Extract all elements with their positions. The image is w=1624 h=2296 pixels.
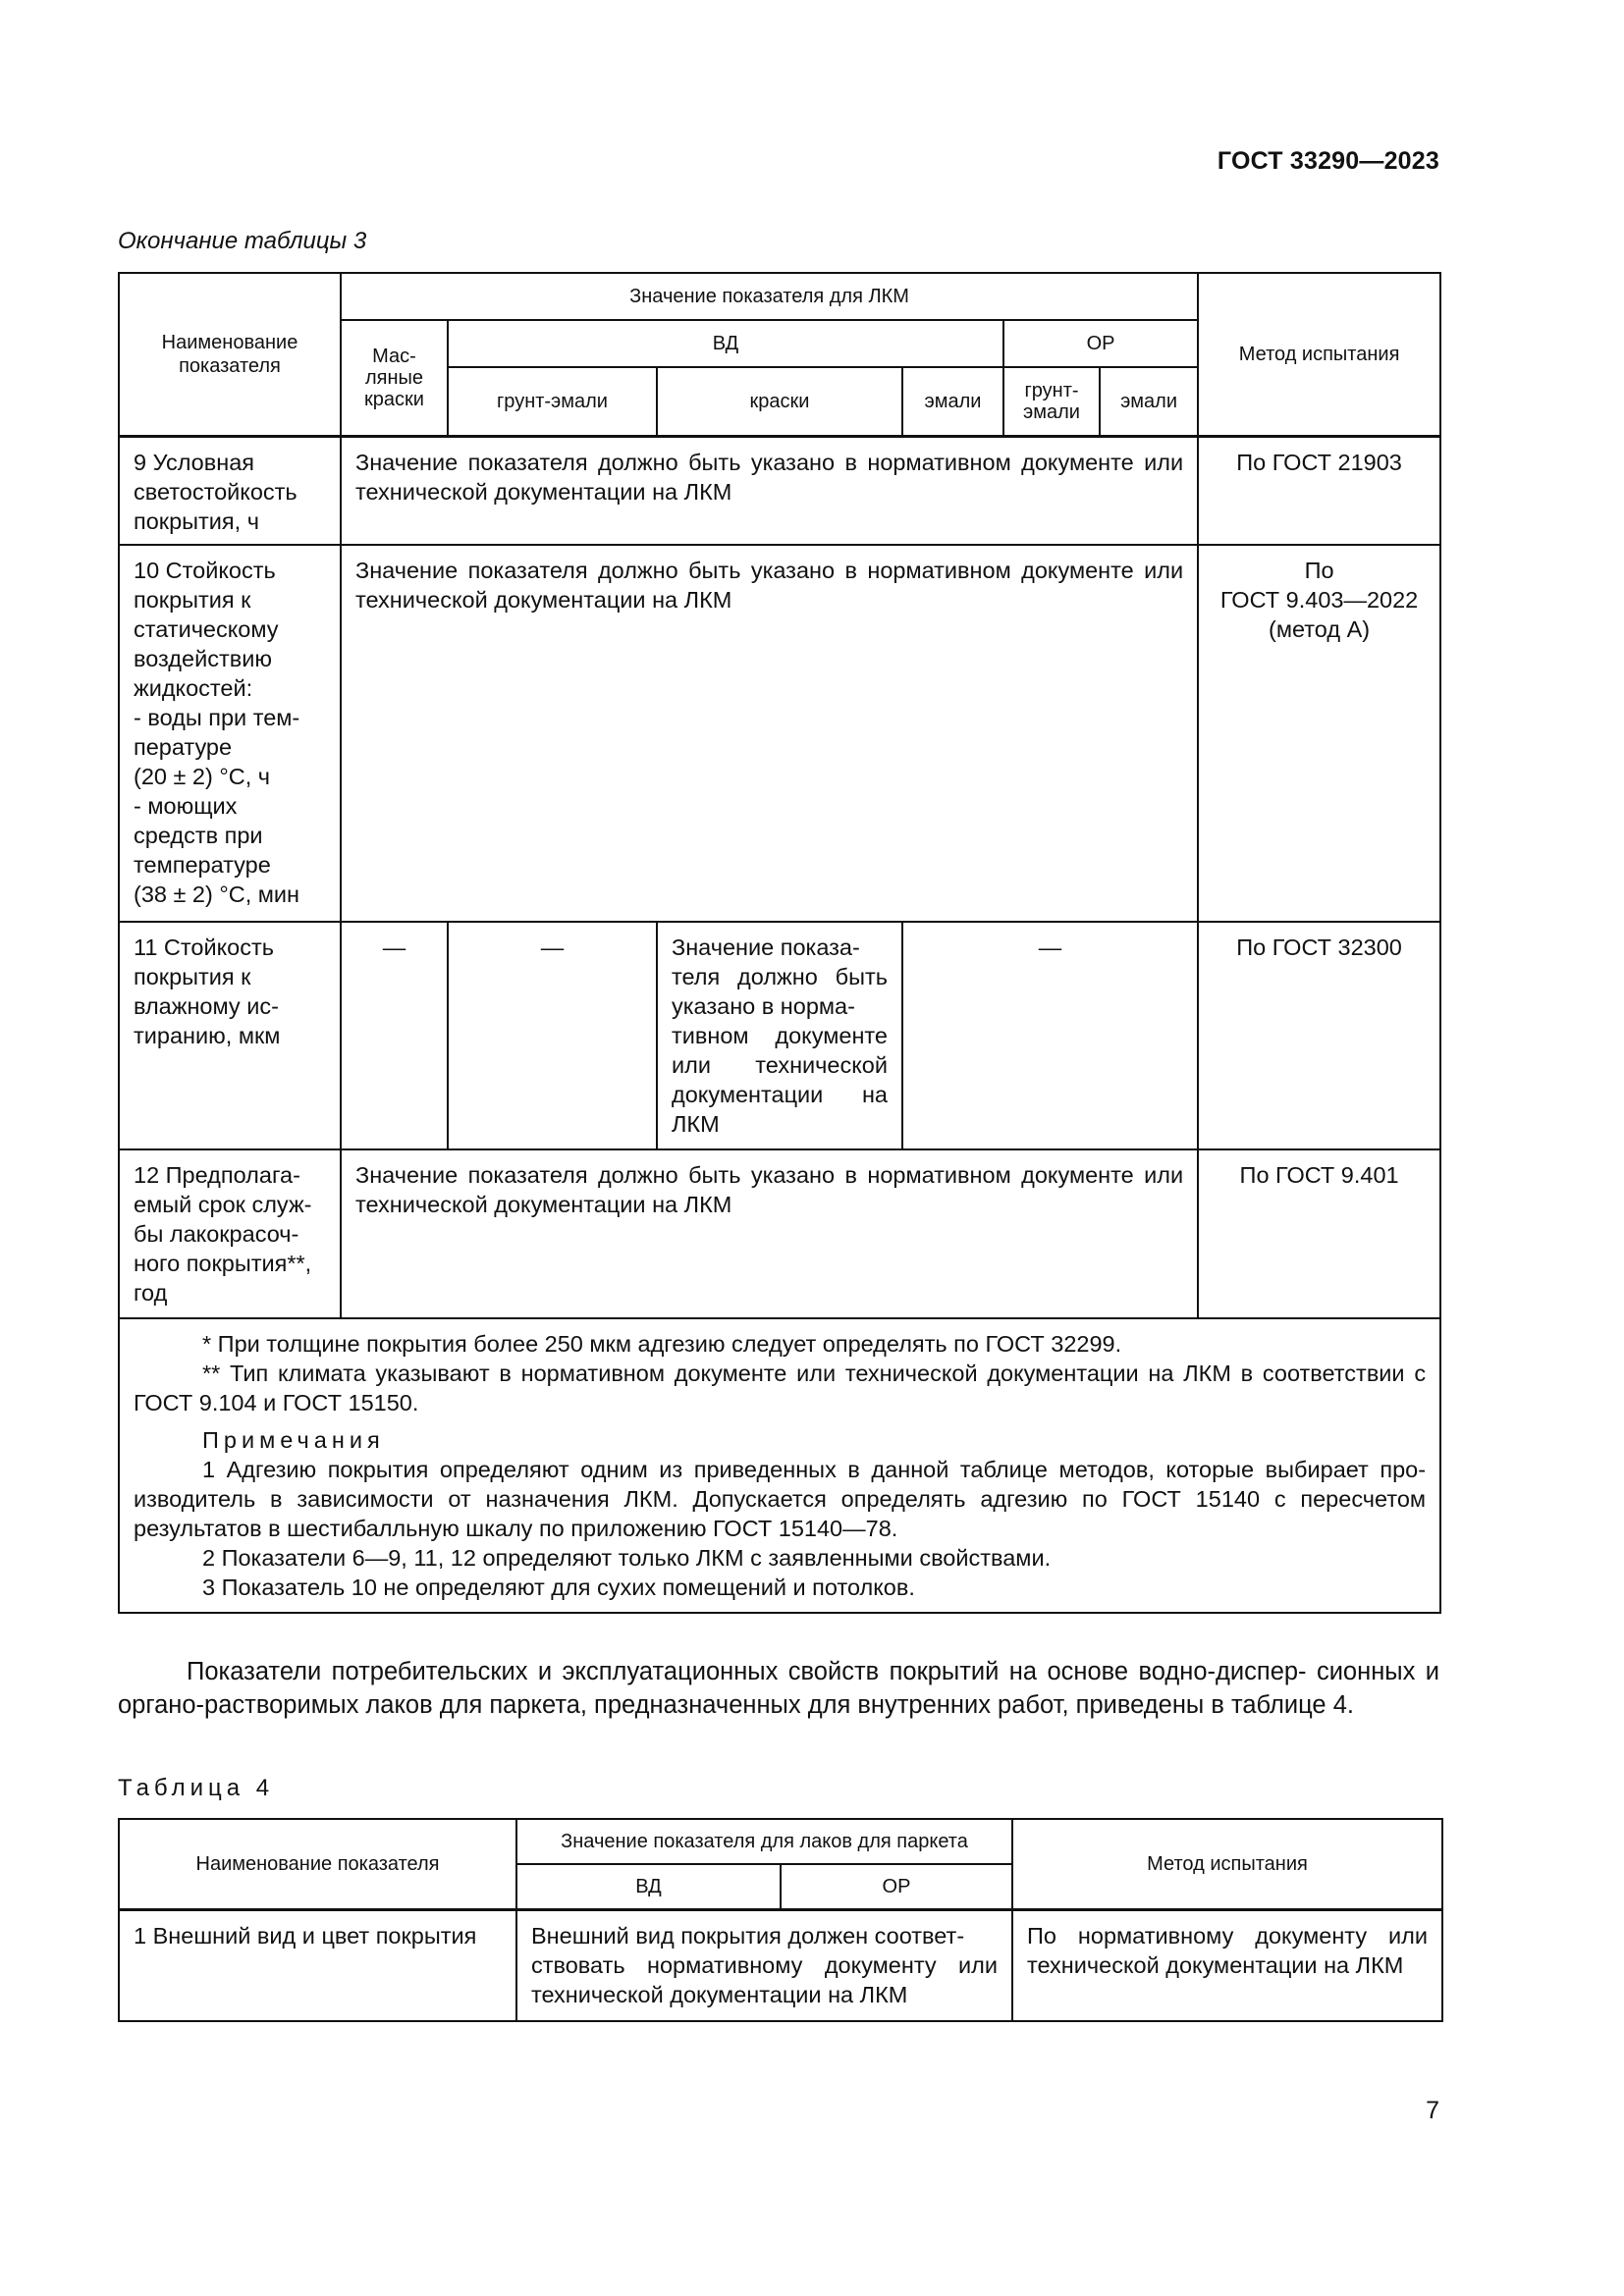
header-vd: ВД	[448, 320, 1003, 367]
t4-row-1-method: По нормативному документу или технической документации на ЛКМ	[1012, 1909, 1442, 2021]
t4-row-1-name: 1 Внешний вид и цвет покрытия	[119, 1909, 516, 2021]
t4-header-test-method: Метод испытания	[1012, 1819, 1442, 1909]
table-row	[119, 436, 1440, 545]
header-oil-paints-label: Мас- ляные краски	[364, 345, 424, 410]
row-9-name: 9 Условная светостойкость покрытия, ч	[119, 436, 341, 545]
t4-header-value-for-lacquers: Значение показателя для лаков для паркета	[516, 1819, 1012, 1864]
row-10-name: 10 Стойкость покрытия к статическому воздействию жидкостей: - воды при тем- пературе (20 ± 2) °С, ч - моющих средств при температуре (38 ± 2) °С, мин	[119, 545, 341, 922]
row-12-method: По ГОСТ 9.401	[1198, 1149, 1440, 1318]
table-row	[119, 545, 1440, 922]
note-2: 2 Показатели 6—9, 11, 12 определяют только ЛКМ с заявленными свойствами.	[202, 1544, 1052, 1571]
header-value-for-lkm: Значение показателя для ЛКМ	[341, 273, 1198, 320]
row-11-oil-dash: —	[341, 922, 448, 1149]
row-11-vd-paints-value: Значение показа- теля должно быть указано в норма- тивном документе или технической документации на ЛКМ	[657, 922, 902, 1149]
t4-header-or: ОР	[781, 1864, 1012, 1909]
row-10-value: Значение показателя должно быть указано в нормативном документе или технической документации на ЛКМ	[341, 545, 1198, 922]
row-12-value: Значение показателя должно быть указано в нормативном документе или технической документации на ЛКМ	[341, 1149, 1198, 1318]
row-12-name: 12 Предполага- емый срок служ- бы лакокрасоч- ного покрытия**, год	[119, 1149, 341, 1318]
row-9-method: По ГОСТ 21903	[1198, 436, 1440, 545]
table-3	[118, 272, 1441, 1614]
note-1: 1 Адгезию покрытия определяют одним из приведенных в данной таблице методов, которые выбирает про- изводитель в зависимости от назначения ЛКМ. Допускается определять адгезию по ГОСТ 15140 с пересчетом результатов в шестибалльную шкалу по приложению ГОСТ 15140—78.	[134, 1456, 1427, 1541]
header-vd-paints: краски	[657, 367, 902, 436]
header-or-primer-enamels-label: грунт- эмали	[1023, 379, 1080, 423]
row-11-method: По ГОСТ 32300	[1198, 922, 1440, 1149]
row-11-name: 11 Стойкость покрытия к влажному ис- тиранию, мкм	[119, 922, 341, 1149]
header-vd-primer-enamels: грунт-эмали	[448, 367, 657, 436]
table-row	[119, 1149, 1440, 1318]
row-11-rest-dash: —	[902, 922, 1198, 1149]
header-or-enamels: эмали	[1100, 367, 1198, 436]
header-vd-enamels: эмали	[902, 367, 1003, 436]
page-number: 7	[1426, 2097, 1439, 2124]
table-row	[119, 922, 1440, 1149]
header-or: ОР	[1003, 320, 1198, 367]
table-row	[119, 1909, 1442, 2021]
footnote-2: ** Тип климата указывают в нормативном документе или технической документации на ЛКМ в соответствии с ГОСТ 9.104 и ГОСТ 15150.	[134, 1360, 1427, 1415]
note-3: 3 Показатель 10 не определяют для сухих помещений и потолков.	[202, 1574, 915, 1600]
row-10-method: По ГОСТ 9.403—2022 (метод А)	[1198, 545, 1440, 922]
row-11-vd-primer-dash: —	[448, 922, 657, 1149]
t4-header-vd: ВД	[516, 1864, 781, 1909]
footnote-1: * При толщине покрытия более 250 мкм адгезию следует определять по ГОСТ 32299.	[202, 1330, 1122, 1357]
header-indicator-name: Наименование показателя	[119, 273, 341, 436]
t4-header-indicator-name: Наименование показателя	[119, 1819, 516, 1909]
document-code: ГОСТ 33290—2023	[1217, 147, 1439, 175]
table-continuation-caption: Окончание таблицы 3	[118, 228, 367, 254]
table-4-title: Таблица 4	[118, 1775, 275, 1801]
header-or-primer-enamels	[1003, 367, 1100, 436]
footnotes-row	[119, 1318, 1440, 1613]
header-oil-paints	[341, 320, 448, 436]
header-test-method: Метод испытания	[1198, 273, 1440, 436]
notes-title: Примечания	[202, 1426, 385, 1453]
body-paragraph: Показатели потребительских и эксплуатационных свойств покрытий на основе водно-диспер- сионных и органо-растворимых лаков для паркета, предназначенных для внутренних работ, приведены в таблице 4.	[118, 1658, 1439, 1719]
table-4	[118, 1818, 1443, 2022]
t4-row-1-value: Внешний вид покрытия должен соответ- ствовать нормативному документу или технической документации на ЛКМ	[516, 1909, 1012, 2021]
row-9-value: Значение показателя должно быть указано в нормативном документе или технической документации на ЛКМ	[341, 436, 1198, 545]
table-footnotes	[119, 1318, 1440, 1613]
